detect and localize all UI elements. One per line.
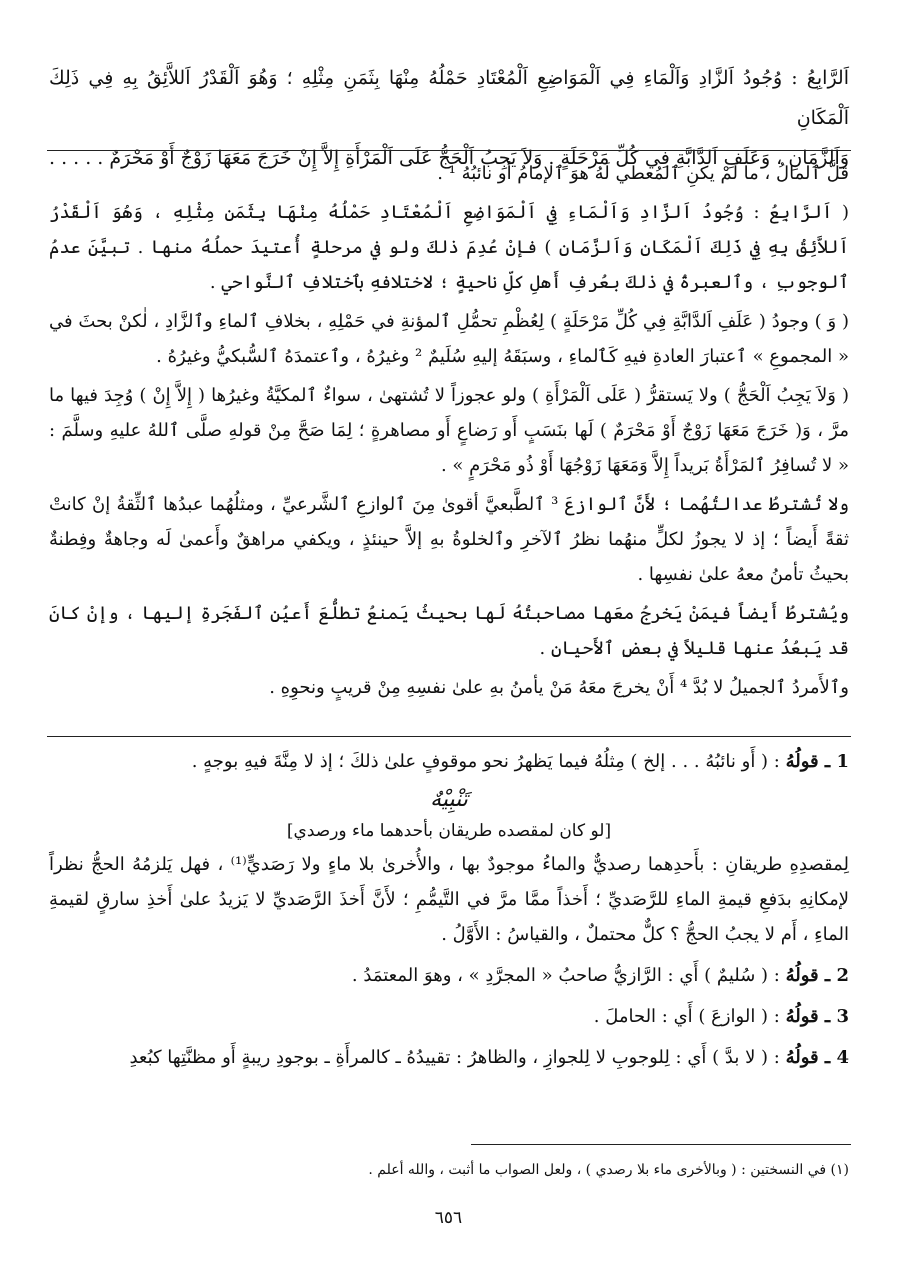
gloss-note-label: 1 ـ قولُهُ	[785, 751, 849, 772]
main-text-line: وَاَلزَّمَانِ ، وَعَلَفِ اَلدَّابَّةِ فِي كُلِّ مَرْحَلَةٍ . وَلاَ يَجِبُ اَلْحَجُّ عَلَى اَلْمَرْأَةِ إِلاَّ إِنْ خَرَجَ مَعَهَا زَوْجٌ أَوْ مَحْرَمٌ . . . . .	[48, 147, 849, 169]
section-divider	[47, 736, 851, 737]
footnote: (١) في النسختين : ( وبالأخرى ماء بلا رصدي ) ، ولعل الصواب ما أثبت ، والله أعلم .	[368, 1162, 849, 1178]
commentary-paragraph: ولا تُشترطُ عدالتُهُما ؛ لأَنَّ ٱلوازعَ ³ ٱلطَّبعيَّ أقوىٰ مِنَ ٱلوازعِ ٱلشَّرعيِّ ، ومثلُهُما عبدُها ٱلثِّقةُ إنْ كانتْ ثقةً أَيضاً ؛ إذ لا يجوزُ لكلٍّ منهُما نظرُ ٱلآخرِ وٱلخلوةُ بهِ إلاَّ حينئذٍ ، ويكفي مراهقٌ وأَعمىٰ لَه وجاهةٌ وفِطنةٌ بحيثُ تأمنُ معهُ علىٰ نفسِها .	[49, 494, 849, 585]
commentary-block	[49, 156, 849, 709]
gloss-note	[49, 744, 849, 779]
gloss-note-label: 2 ـ قولُهُ	[785, 965, 849, 986]
gloss-note	[49, 999, 849, 1034]
gloss-note-text: : ( سُليمٌ ) أَي : الرَّازيُّ صاحبُ « المجرَّدِ » ، وهوَ المعتمَدُ .	[351, 965, 780, 986]
gloss-note-text: : ( أَو نائبُهُ . . . إلخ ) مِثلُهُ فيما يَظهرُ نحو موقوفٍ علىٰ ذلكَ ؛ إذ لا مِنَّةَ فيهِ بوجهٍ .	[191, 751, 780, 772]
commentary-paragraph: ( وَ ) وجودُ ( عَلَفِ اَلدَّابَّةِ فِي كُلِّ مَرْحَلَةٍ ) لِعُظْمِ تحمُّلِ ٱلمؤنةِ في حَمْلِهِ ، بخلافِ ٱلماءِ وٱلزَّادِ ، لٰكنْ بحثَ في « المجموعِ » ٱعتبارَ العادةِ فيهِ كَٱلماءِ ، وسبَقَهُ إليهِ سُلَيمٌ ² وغيرُهُ ، وٱعتمدَهُ ٱلسُّبكيُّ وغيرُهُ .	[49, 311, 849, 367]
gloss-block	[49, 744, 849, 1081]
commentary-paragraph: ( وَلاَ يَجِبُ اَلْحَجُّ ) ولا يَستقرُّ ( عَلَى اَلْمَرْأَةِ ) ولو عجوزاً لا تُشتهىٰ ، سواءٌ ٱلمكيَّةُ وغيرُها ( إِلاَّ إِنْ ) وُجِدَ فيها ما مرَّ ، وَ( خَرَجَ مَعَهَا زَوْجٌ أَوْ مَحْرَمٌ ) لَها بنَسَبٍ أَو رَضاعٍ أَو مصاهرةٍ ؛ لِمَا صَحَّ مِنْ قولهِ صلَّى ٱللهُ عليهِ وسلَّمَ : « لا تُسافِرُ ٱلمَرْأَةُ بَريداً إِلاَّ وَمَعَهَا زَوْجُهَا أَوْ ذُو مَحْرَمٍ » .	[49, 385, 849, 476]
section-divider	[47, 150, 851, 151]
commentary-paragraph: قلَّ ٱلمالُ ، ما لَمْ يكنِ ٱلمُعطي لَهُ هوَ ٱلإمامُ أو نائبُهُ ¹ .	[437, 163, 849, 184]
commentary-paragraph: ويُشترطُ أَيضاً فيمَنْ يَخرجُ معَها مصاحبتُهُ لَها بحيثُ يَمنعُ تطلُّعَ أَعيُنِ ٱلفَجَرةِ إليها ، وإنْ كانَ قد يَبعُدُ عنها قليلاً في بعضِ ٱلأَحيانِ .	[49, 603, 849, 659]
commentary-paragraph: وٱلأَمردُ ٱلجميلُ لا بُدَّ ⁴ أَنْ يخرجَ معَهُ مَنْ يأمنُ بهِ علىٰ نفسِهِ مِنْ قريبٍ ونحوِهِ .	[269, 677, 849, 698]
page-number: ٦٥٦	[434, 1208, 463, 1228]
tanbih-text: لِمقصدِهِ طريقانِ : بأَحدِهما رصديٌّ والماءُ موجودٌ بها ، والأُخرىٰ بلا ماءٍ ولا رَصَديٍّ⁽¹⁾ ، فهل يَلزمُهُ الحجُّ نظراً لإمكانِهِ بدَفعِ قيمةِ الماءِ للرَّصَديِّ ؛ أَخذاً ممَّا مرَّ في التَّيمُّمِ ؛ لأَنَّ أَخذَ الرَّصَديِّ لا يَزيدُ علىٰ أَخذِ سارقٍ لقيمةِ الماءِ ، أَم لا يجبُ الحجُّ ؟ كلٌّ محتملٌ ، والقياسُ : الأَوَّلُ .	[49, 854, 850, 945]
gloss-note-text: : ( الوازعَ ) أَي : الحاملَ .	[593, 1006, 780, 1027]
commentary-paragraph: ( اَلرَّابِعُ : وُجُودُ اَلزَّادِ وَاَلْمَاءِ فِي اَلْمَوَاضِعِ اَلْمُعْتَادِ حَمْلُهُ مِنْهَا بِثَمَنِ مِثْلِهِ ، وَهُوَ اَلْقَدْرُ اَللاَّئِقُ بِهِ فِي ذَلِكَ اَلْمَكَانِ وَاَلزَّمَانِ ) فإنْ عُدِمَ ذلكَ ولو في مرحلةٍ أُعتيدَ حملُهُ منها . تبيَّنَ عدمُ ٱلوجوبِ ، وٱلعبرةُ في ذلكَ بعُرفِ أَهلِ كلِّ ناحيةٍ ؛ لاختلافهِ بٱختلافِ ٱلنَّواحي .	[49, 202, 850, 293]
gloss-note-label: 4 ـ قولُهُ	[785, 1047, 849, 1068]
main-text-line: اَلرَّابِعُ : وُجُودُ اَلزَّادِ وَاَلْمَاءِ فِي اَلْمَوَاضِعِ اَلْمُعْتَادِ حَمْلُهُ مِنْهَا بِثَمَنِ مِثْلِهِ ؛ وَهُوَ اَلْقَدْرُ اَللاَّئِقُ بِهِ فِي ذَلِكَ اَلْمَكَانِ	[49, 67, 849, 129]
gloss-note	[49, 958, 849, 993]
tanbih-subheading: [لو كان لمقصده طريقان بأحدهما ماء ورصدي]	[286, 821, 612, 841]
gloss-note	[49, 1040, 849, 1075]
gloss-note-label: 3 ـ قولُهُ	[785, 1006, 849, 1027]
footnote-divider	[471, 1144, 851, 1145]
gloss-note-text: : ( لا بدَّ ) أَي : لِلوجوبِ لا لِلجوازِ ، والظاهرُ : تقييدُهُ ـ كالمرأَةِ ـ بوجودِ ريبةٍ أَو مظنَّتِها كبُعدِ	[129, 1047, 780, 1068]
tanbih-heading: تَنْبِيْهٌ	[430, 787, 468, 812]
